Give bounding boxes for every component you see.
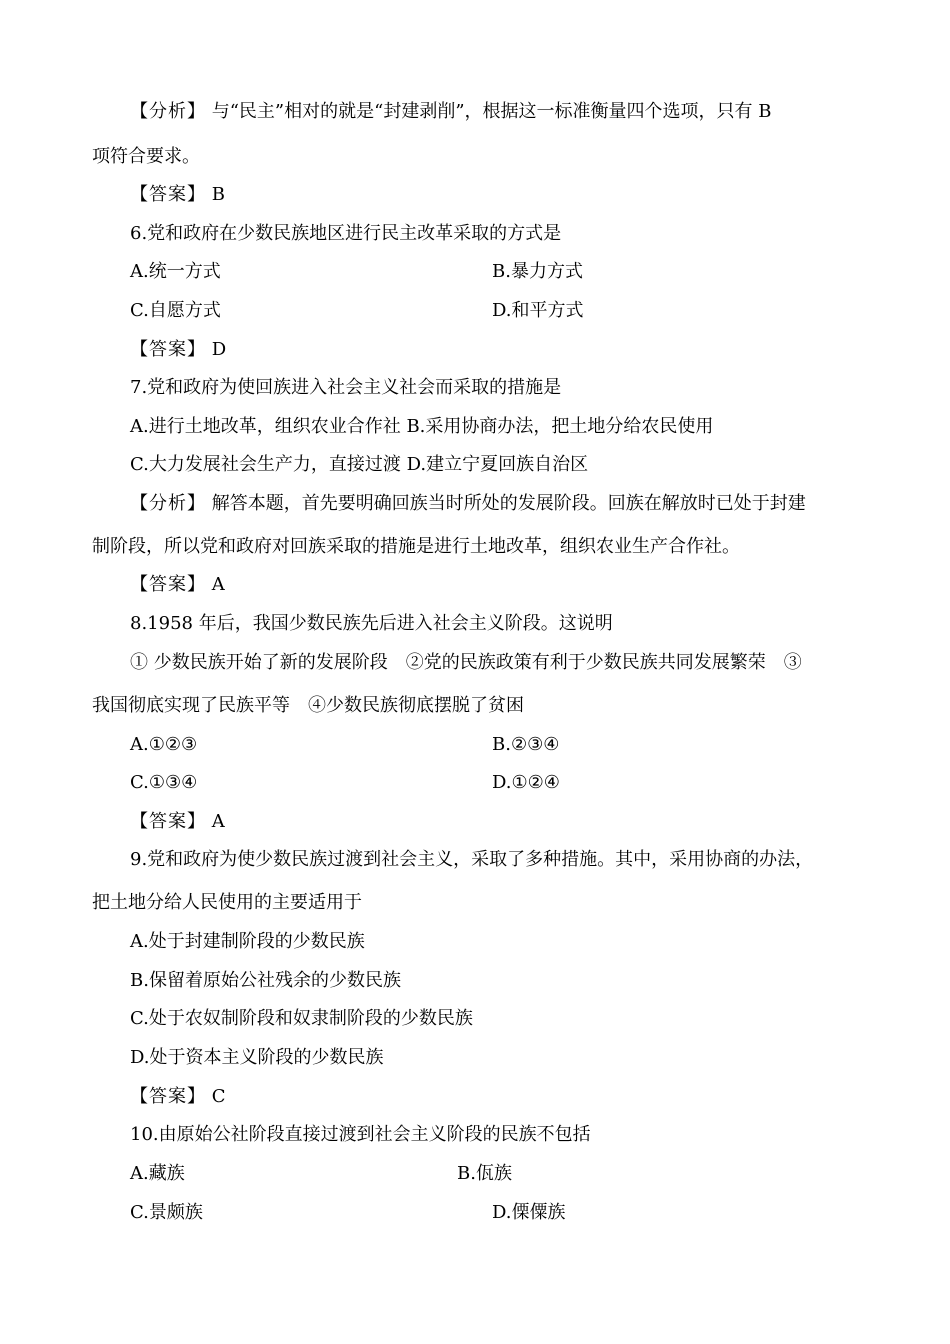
q10-option-c: C.景颇族 xyxy=(130,1202,203,1223)
answer-label: 【答案】 xyxy=(130,184,206,205)
q7-options-cd: C.大力发展社会生产力，直接过渡 D.建立宁夏回族自治区 xyxy=(130,454,589,475)
q8-option-b: B.②③④ xyxy=(492,734,560,755)
q9-option-d: D.处于资本主义阶段的少数民族 xyxy=(130,1047,384,1068)
q8-statements-cont: 我国彻底实现了民族平等 ④少数民族彻底摆脱了贫困 xyxy=(92,695,524,716)
answer-label: 【答案】 xyxy=(130,574,206,595)
q9-answer xyxy=(130,1085,226,1109)
q10-stem: 10.由原始公社阶段直接过渡到社会主义阶段的民族不包括 xyxy=(130,1124,591,1145)
q8-statements: ① 少数民族开始了新的发展阶段 ②党的民族政策有利于少数民族共同发展繁荣 ③ xyxy=(130,652,802,673)
q7-stem: 7.党和政府为使回族进入社会主义社会而采取的措施是 xyxy=(130,377,562,398)
q9-stem: 9.党和政府为使少数民族过渡到社会主义，采取了多种措施。其中，采用协商的办法， xyxy=(130,849,814,870)
analysis-label: 【分析】 xyxy=(130,493,206,514)
q8-stem: 8.1958 年后，我国少数民族先后进入社会主义阶段。这说明 xyxy=(130,613,613,634)
q8-option-a: A.①②③ xyxy=(130,734,198,755)
q5-analysis xyxy=(130,100,771,124)
q7-analysis xyxy=(130,492,806,516)
q10-option-b: B.佤族 xyxy=(457,1163,512,1184)
q7-answer xyxy=(130,573,225,597)
q7-options-ab: A.进行土地改革，组织农业合作社 B.采用协商办法，把土地分给农民使用 xyxy=(130,416,714,437)
q7-analysis-cont: 制阶段，所以党和政府对回族采取的措施是进行土地改革，组织农业生产合作社。 xyxy=(92,536,740,557)
q9-option-c: C.处于农奴制阶段和奴隶制阶段的少数民族 xyxy=(130,1008,473,1029)
q6-option-c: C.自愿方式 xyxy=(130,300,221,321)
q6-answer xyxy=(130,338,226,362)
q6-option-b: B.暴力方式 xyxy=(492,261,583,282)
q8-option-d: D.①②④ xyxy=(492,772,560,793)
q9-option-b: B.保留着原始公社残余的少数民族 xyxy=(130,970,401,991)
q5-analysis-cont: 项符合要求。 xyxy=(92,146,200,167)
answer-label: 【答案】 xyxy=(130,339,206,360)
q6-option-d: D.和平方式 xyxy=(492,300,584,321)
answer-value: A xyxy=(206,811,225,832)
answer-value: A xyxy=(206,574,225,595)
q10-option-a: A.藏族 xyxy=(130,1163,185,1184)
analysis-text: 解答本题，首先要明确回族当时所处的发展阶段。回族在解放时已处于封建 xyxy=(206,493,806,514)
answer-label: 【答案】 xyxy=(130,1086,206,1107)
q9-stem-cont: 把土地分给人民使用的主要适用于 xyxy=(92,892,362,913)
q10-option-d: D.傈僳族 xyxy=(492,1202,566,1223)
q8-option-c: C.①③④ xyxy=(130,772,198,793)
q9-option-a: A.处于封建制阶段的少数民族 xyxy=(130,931,365,952)
q5-answer xyxy=(130,183,225,207)
q8-answer xyxy=(130,810,225,834)
answer-value: C xyxy=(206,1086,226,1107)
answer-value: D xyxy=(206,339,227,360)
analysis-text: 与“民主”相对的就是“封建剥削”，根据这一标准衡量四个选项，只有 B xyxy=(206,101,772,122)
q6-stem: 6.党和政府在少数民族地区进行民主改革采取的方式是 xyxy=(130,223,562,244)
q6-option-a: A.统一方式 xyxy=(130,261,221,282)
answer-value: B xyxy=(206,184,225,205)
analysis-label: 【分析】 xyxy=(130,101,206,122)
answer-label: 【答案】 xyxy=(130,811,206,832)
